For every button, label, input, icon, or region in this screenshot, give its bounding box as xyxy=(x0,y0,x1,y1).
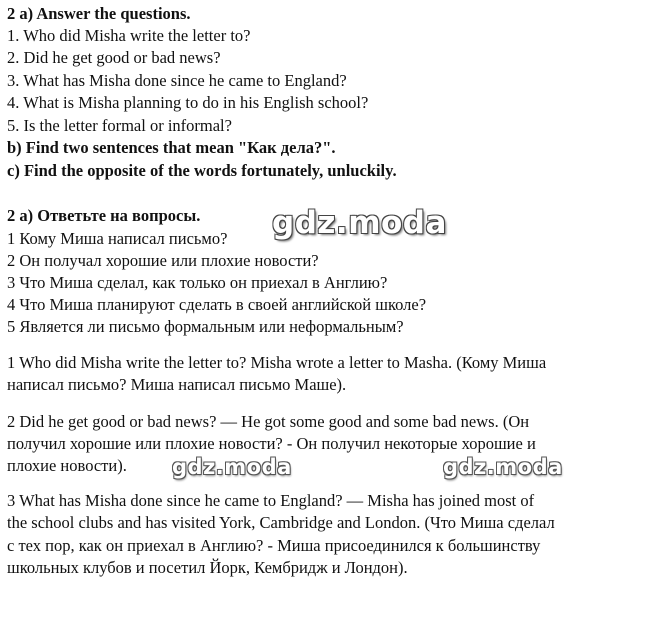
answer-2-line-2: получил хорошие или плохие новости? - Он получил некоторые хорошие и xyxy=(7,434,536,453)
answer-3-line-2: the school clubs and has visited York, Cambridge and London. (Что Миша сделал xyxy=(7,513,555,532)
question-ru-5: 5 Является ли письмо формальным или неформальным? xyxy=(7,317,404,336)
answer-2-line-3: плохие новости). xyxy=(7,456,127,475)
watermark-logo: gdz.moda xyxy=(172,455,292,479)
answer-2-line-1: 2 Did he get good or bad news? — He got some good and some bad news. (Он xyxy=(7,412,530,431)
question-en-2: 2. Did he get good or bad news? xyxy=(7,48,221,67)
question-ru-1: 1 Кому Миша написал письмо? xyxy=(7,229,228,248)
answer-3-line-3: с тех пор, как он приехал в Англию? - Миша присоединился к большинству xyxy=(7,536,541,555)
answer-1-line-2: написал письмо? Миша написал письмо Маше). xyxy=(7,375,347,394)
question-ru-3: 3 Что Миша сделал, как только он приехал в Англию? xyxy=(7,273,388,292)
answer-3-line-1: 3 What has Misha done since he came to England? — Misha has joined most of xyxy=(7,491,535,510)
question-en-4: 4. What is Misha planning to do in his English school? xyxy=(7,93,369,112)
question-ru-2: 2 Он получал хорошие или плохие новости? xyxy=(7,251,319,270)
answer-3-line-4: школьных клубов и посетил Йорк, Кембридж и Лондон). xyxy=(7,558,408,577)
answer-1-line-1: 1 Who did Misha write the letter to? Misha wrote a letter to Masha. (Кому Миша xyxy=(7,353,547,372)
task-c: c) Find the opposite of the words fortunately, unluckily. xyxy=(7,161,397,180)
task-b: b) Find two sentences that mean "Как дела?". xyxy=(7,138,336,157)
question-en-5: 5. Is the letter formal or informal? xyxy=(7,116,232,135)
question-en-1: 1. Who did Misha write the letter to? xyxy=(7,26,251,45)
question-ru-4: 4 Что Миша планируют сделать в своей английской школе? xyxy=(7,295,427,314)
task-heading-russian: 2 а) Ответьте на вопросы. xyxy=(7,206,201,225)
task-heading-english: 2 a) Answer the questions. xyxy=(7,4,191,23)
watermark-logo: gdz.moda xyxy=(272,205,447,241)
watermark-logo: gdz.moda xyxy=(443,455,563,479)
question-en-3: 3. What has Misha done since he came to England? xyxy=(7,71,347,90)
